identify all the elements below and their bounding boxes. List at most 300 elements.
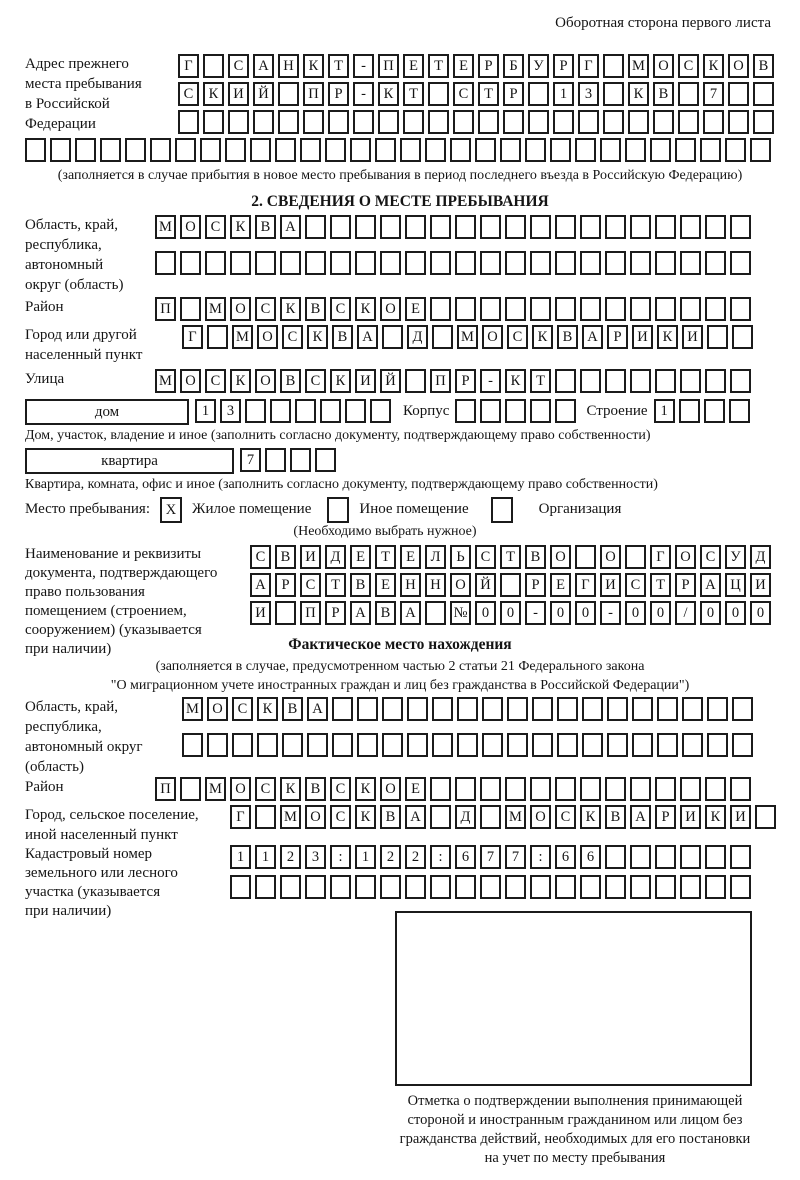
city-label: Город или другой населенный пункт <box>25 327 143 363</box>
choose-note: (Необходимо выбрать нужное) <box>293 524 477 539</box>
char-cell: 2 <box>380 845 401 869</box>
char-cell: 0 <box>550 601 571 625</box>
char-cell <box>400 138 421 162</box>
char-cell <box>707 697 728 721</box>
char-cell <box>382 325 403 349</box>
char-cell <box>290 448 311 472</box>
char-cell <box>230 251 251 275</box>
char-cell <box>278 110 299 134</box>
prev-address-row-1 <box>178 54 778 78</box>
char-cell <box>525 138 546 162</box>
section2-title: 2. СВЕДЕНИЯ О МЕСТЕ ПРЕБЫВАНИЯ <box>251 193 549 210</box>
char-cell <box>125 138 146 162</box>
char-cell <box>255 805 276 829</box>
char-cell <box>228 110 249 134</box>
char-cell: С <box>453 82 474 106</box>
char-cell <box>155 251 176 275</box>
char-cell: Д <box>455 805 476 829</box>
char-cell: Р <box>553 54 574 78</box>
char-cell: С <box>255 777 276 801</box>
char-cell <box>557 733 578 757</box>
char-cell <box>732 733 753 757</box>
char-cell <box>257 733 278 757</box>
char-cell <box>203 110 224 134</box>
char-cell <box>330 875 351 899</box>
char-cell: Л <box>425 545 446 569</box>
house-box-label: дом <box>25 399 189 425</box>
char-cell: Й <box>253 82 274 106</box>
char-cell <box>430 805 451 829</box>
char-cell <box>180 297 201 321</box>
char-cell <box>655 251 676 275</box>
char-cell <box>680 369 701 393</box>
char-cell: 3 <box>305 845 326 869</box>
char-cell: 6 <box>455 845 476 869</box>
char-cell <box>75 138 96 162</box>
char-cell <box>530 297 551 321</box>
char-cell <box>678 110 699 134</box>
region-label: Область, край, республика, автономный округ (область) <box>25 217 124 293</box>
char-cell <box>425 601 446 625</box>
char-cell <box>630 777 651 801</box>
char-cell <box>675 138 696 162</box>
char-cell <box>575 138 596 162</box>
char-cell: : <box>430 845 451 869</box>
char-cell: С <box>228 54 249 78</box>
char-cell: О <box>305 805 326 829</box>
district-row <box>155 297 755 321</box>
char-cell: О <box>257 325 278 349</box>
char-cell: С <box>300 573 321 597</box>
char-cell: К <box>230 369 251 393</box>
char-cell <box>704 399 725 423</box>
char-cell <box>705 369 726 393</box>
char-cell: К <box>703 54 724 78</box>
char-cell: Е <box>453 54 474 78</box>
char-cell <box>280 875 301 899</box>
char-cell: Ц <box>725 573 746 597</box>
char-cell: Т <box>500 545 521 569</box>
char-cell <box>630 215 651 239</box>
char-cell <box>705 845 726 869</box>
page-side-note: Оборотная сторона первого листа <box>555 15 771 31</box>
char-cell <box>653 110 674 134</box>
char-cell: Т <box>328 54 349 78</box>
char-cell <box>428 110 449 134</box>
char-cell: А <box>250 573 271 597</box>
char-cell: Ь <box>450 545 471 569</box>
char-cell <box>207 325 228 349</box>
stroenie-row <box>654 399 754 423</box>
char-cell: У <box>528 54 549 78</box>
char-cell <box>632 697 653 721</box>
char-cell <box>455 297 476 321</box>
char-cell: С <box>625 573 646 597</box>
char-cell <box>655 297 676 321</box>
char-cell <box>580 297 601 321</box>
apartment-row <box>240 448 340 472</box>
char-cell <box>580 369 601 393</box>
char-cell: - <box>525 601 546 625</box>
char-cell <box>255 251 276 275</box>
region-row-2 <box>155 251 755 275</box>
char-cell: Е <box>403 54 424 78</box>
street-row <box>155 369 755 393</box>
char-cell <box>655 215 676 239</box>
char-cell: И <box>730 805 751 829</box>
char-cell <box>507 697 528 721</box>
actual-region-block <box>25 697 775 777</box>
char-cell <box>657 733 678 757</box>
char-cell: М <box>205 297 226 321</box>
char-cell: К <box>203 82 224 106</box>
char-cell <box>505 875 526 899</box>
stay-type-label: Место пребывания: <box>25 501 150 517</box>
char-cell: В <box>305 297 326 321</box>
char-cell: Е <box>400 545 421 569</box>
char-cell <box>655 845 676 869</box>
char-cell <box>532 697 553 721</box>
actual-location-note: (заполняется в случае, предусмотренном частью 2 статьи 21 Федерального закона "О миграционном учете иностранных граждан и лиц без гражданства в Российской Федерации") <box>110 659 690 693</box>
char-cell: А <box>307 697 328 721</box>
char-cell <box>357 697 378 721</box>
char-cell <box>315 448 336 472</box>
char-cell: К <box>657 325 678 349</box>
char-cell <box>480 777 501 801</box>
char-cell: Т <box>478 82 499 106</box>
char-cell: Е <box>375 573 396 597</box>
char-cell: Р <box>675 573 696 597</box>
char-cell <box>245 399 266 423</box>
char-cell: И <box>228 82 249 106</box>
char-cell: К <box>280 777 301 801</box>
char-cell <box>175 138 196 162</box>
actual-city-block <box>25 805 775 845</box>
actual-location-title: Фактическое место нахождения <box>288 636 512 653</box>
district-label: Район <box>25 299 64 315</box>
stroenie-label: Строение <box>586 403 648 419</box>
char-cell <box>320 399 341 423</box>
char-cell <box>705 297 726 321</box>
char-cell: В <box>753 54 774 78</box>
char-cell <box>725 138 746 162</box>
char-cell: Р <box>455 369 476 393</box>
char-cell: М <box>280 805 301 829</box>
char-cell <box>407 733 428 757</box>
char-cell <box>680 777 701 801</box>
char-cell <box>180 251 201 275</box>
char-cell <box>705 875 726 899</box>
apartment-block <box>25 448 775 474</box>
char-cell: И <box>682 325 703 349</box>
char-cell: К <box>355 777 376 801</box>
char-cell <box>730 297 751 321</box>
char-cell: Н <box>425 573 446 597</box>
char-cell: О <box>230 777 251 801</box>
char-cell <box>730 215 751 239</box>
char-cell <box>150 138 171 162</box>
char-cell: - <box>480 369 501 393</box>
actual-city-label: Город, сельское поселение, иной населенный пункт <box>25 807 199 843</box>
city-block <box>25 325 775 365</box>
char-cell: - <box>600 601 621 625</box>
char-cell: Р <box>325 601 346 625</box>
char-cell <box>325 138 346 162</box>
char-cell <box>475 138 496 162</box>
char-cell <box>703 110 724 134</box>
char-cell: 0 <box>625 601 646 625</box>
char-cell: Н <box>278 54 299 78</box>
char-cell: П <box>155 777 176 801</box>
char-cell: А <box>400 601 421 625</box>
char-cell: О <box>450 573 471 597</box>
char-cell <box>730 777 751 801</box>
char-cell <box>555 215 576 239</box>
char-cell: 1 <box>654 399 675 423</box>
prev-address-row-4 <box>25 138 775 162</box>
char-cell: : <box>530 845 551 869</box>
char-cell <box>370 399 391 423</box>
char-cell <box>432 733 453 757</box>
char-cell: О <box>230 297 251 321</box>
char-cell <box>380 875 401 899</box>
char-cell: М <box>182 697 203 721</box>
char-cell: В <box>305 777 326 801</box>
char-cell: Р <box>478 54 499 78</box>
char-cell: В <box>557 325 578 349</box>
char-cell <box>182 733 203 757</box>
stamp-caption: Отметка о подтверждении выполнения принимающей стороной и иностранным гражданином или лицом без гражданства действий, необходимых для его постановки на учет по месту пребывания <box>399 1093 751 1166</box>
house-block <box>25 399 775 425</box>
char-cell <box>500 138 521 162</box>
char-cell <box>575 545 596 569</box>
char-cell <box>530 777 551 801</box>
char-cell: О <box>482 325 503 349</box>
char-cell <box>630 297 651 321</box>
char-cell <box>528 82 549 106</box>
char-cell: М <box>205 777 226 801</box>
char-cell: Е <box>350 545 371 569</box>
char-cell <box>455 777 476 801</box>
char-cell <box>580 215 601 239</box>
char-cell: С <box>250 545 271 569</box>
char-cell <box>730 251 751 275</box>
char-cell <box>345 399 366 423</box>
char-cell <box>732 697 753 721</box>
region-row-1 <box>155 215 755 239</box>
char-cell: 1 <box>195 399 216 423</box>
house-note: Дом, участок, владение и иное (заполнить согласно документу, подтверждающему право собственности) <box>25 428 651 443</box>
char-cell: С <box>305 369 326 393</box>
char-cell: Е <box>405 297 426 321</box>
char-cell <box>482 697 503 721</box>
char-cell: С <box>255 297 276 321</box>
char-cell: Р <box>503 82 524 106</box>
char-cell <box>230 875 251 899</box>
char-cell: 1 <box>255 845 276 869</box>
char-cell: К <box>303 54 324 78</box>
char-cell: Т <box>530 369 551 393</box>
char-cell: М <box>232 325 253 349</box>
char-cell <box>355 215 376 239</box>
char-cell <box>557 697 578 721</box>
char-cell: В <box>282 697 303 721</box>
char-cell: А <box>630 805 651 829</box>
char-cell: С <box>205 369 226 393</box>
char-cell <box>425 138 446 162</box>
char-cell: - <box>353 54 374 78</box>
char-cell <box>580 875 601 899</box>
char-cell <box>303 110 324 134</box>
char-cell <box>607 697 628 721</box>
option-residential-label: Жилое помещение <box>192 501 312 517</box>
char-cell <box>582 733 603 757</box>
prev-address-label: Адрес прежнего места пребывания в Российской Федерации <box>25 56 142 132</box>
char-cell: П <box>378 54 399 78</box>
char-cell <box>505 215 526 239</box>
char-cell: К <box>628 82 649 106</box>
char-cell: В <box>380 805 401 829</box>
actual-city-row <box>230 805 780 829</box>
char-cell <box>25 138 46 162</box>
prev-address-rows <box>178 54 778 134</box>
char-cell: 2 <box>280 845 301 869</box>
char-cell <box>550 138 571 162</box>
char-cell: К <box>307 325 328 349</box>
char-cell: Т <box>325 573 346 597</box>
char-cell <box>405 251 426 275</box>
char-cell <box>407 697 428 721</box>
char-cell: № <box>450 601 471 625</box>
char-cell <box>250 138 271 162</box>
char-cell <box>200 138 221 162</box>
char-cell: В <box>375 601 396 625</box>
char-cell: 7 <box>703 82 724 106</box>
char-cell: И <box>600 573 621 597</box>
char-cell <box>682 733 703 757</box>
char-cell <box>355 251 376 275</box>
char-cell: Й <box>380 369 401 393</box>
document-row-3 <box>250 601 775 625</box>
char-cell: 2 <box>405 845 426 869</box>
char-cell <box>232 733 253 757</box>
char-cell: Г <box>178 54 199 78</box>
char-cell: В <box>350 573 371 597</box>
char-cell <box>528 110 549 134</box>
char-cell: Д <box>407 325 428 349</box>
char-cell: Г <box>578 54 599 78</box>
char-cell <box>530 875 551 899</box>
char-cell: И <box>355 369 376 393</box>
char-cell <box>453 110 474 134</box>
char-cell: Б <box>503 54 524 78</box>
stay-type-block <box>25 497 775 523</box>
char-cell <box>403 110 424 134</box>
char-cell: К <box>330 369 351 393</box>
char-cell <box>679 399 700 423</box>
char-cell: Д <box>750 545 771 569</box>
char-cell <box>678 82 699 106</box>
char-cell: О <box>380 297 401 321</box>
korpus-row <box>455 399 580 423</box>
char-cell: В <box>653 82 674 106</box>
char-cell <box>275 138 296 162</box>
char-cell <box>300 138 321 162</box>
char-cell: О <box>380 777 401 801</box>
char-cell: 0 <box>650 601 671 625</box>
char-cell: П <box>303 82 324 106</box>
char-cell <box>382 697 403 721</box>
char-cell: Р <box>275 573 296 597</box>
char-cell: 0 <box>500 601 521 625</box>
char-cell: С <box>475 545 496 569</box>
char-cell: И <box>750 573 771 597</box>
char-cell <box>482 733 503 757</box>
char-cell <box>507 733 528 757</box>
char-cell <box>555 369 576 393</box>
char-cell <box>203 54 224 78</box>
actual-district-label: Район <box>25 779 64 795</box>
char-cell <box>432 325 453 349</box>
char-cell: О <box>180 215 201 239</box>
char-cell: А <box>405 805 426 829</box>
char-cell <box>555 777 576 801</box>
char-cell: С <box>700 545 721 569</box>
char-cell <box>625 545 646 569</box>
char-cell: Р <box>655 805 676 829</box>
char-cell <box>505 777 526 801</box>
char-cell <box>705 251 726 275</box>
char-cell: Р <box>328 82 349 106</box>
char-cell <box>378 110 399 134</box>
char-cell: Г <box>230 805 251 829</box>
char-cell <box>478 110 499 134</box>
char-cell <box>270 399 291 423</box>
char-cell: О <box>530 805 551 829</box>
char-cell <box>580 777 601 801</box>
char-cell: К <box>257 697 278 721</box>
char-cell: М <box>628 54 649 78</box>
char-cell <box>100 138 121 162</box>
region-block <box>25 215 775 295</box>
char-cell <box>630 251 651 275</box>
document-row-2 <box>250 573 775 597</box>
checkbox-organization <box>491 497 513 523</box>
char-cell: И <box>680 805 701 829</box>
char-cell <box>607 733 628 757</box>
char-cell <box>578 110 599 134</box>
char-cell <box>605 297 626 321</box>
char-cell <box>555 875 576 899</box>
char-cell <box>655 777 676 801</box>
korpus-label: Корпус <box>403 403 450 419</box>
char-cell: О <box>728 54 749 78</box>
char-cell <box>205 251 226 275</box>
char-cell: С <box>507 325 528 349</box>
char-cell: 0 <box>575 601 596 625</box>
char-cell <box>580 251 601 275</box>
char-cell <box>307 733 328 757</box>
char-cell <box>600 138 621 162</box>
char-cell: Е <box>550 573 571 597</box>
char-cell <box>357 733 378 757</box>
char-cell: Р <box>525 573 546 597</box>
char-cell <box>655 875 676 899</box>
char-cell <box>332 697 353 721</box>
char-cell: 3 <box>578 82 599 106</box>
char-cell <box>255 875 276 899</box>
document-row-1 <box>250 545 775 569</box>
